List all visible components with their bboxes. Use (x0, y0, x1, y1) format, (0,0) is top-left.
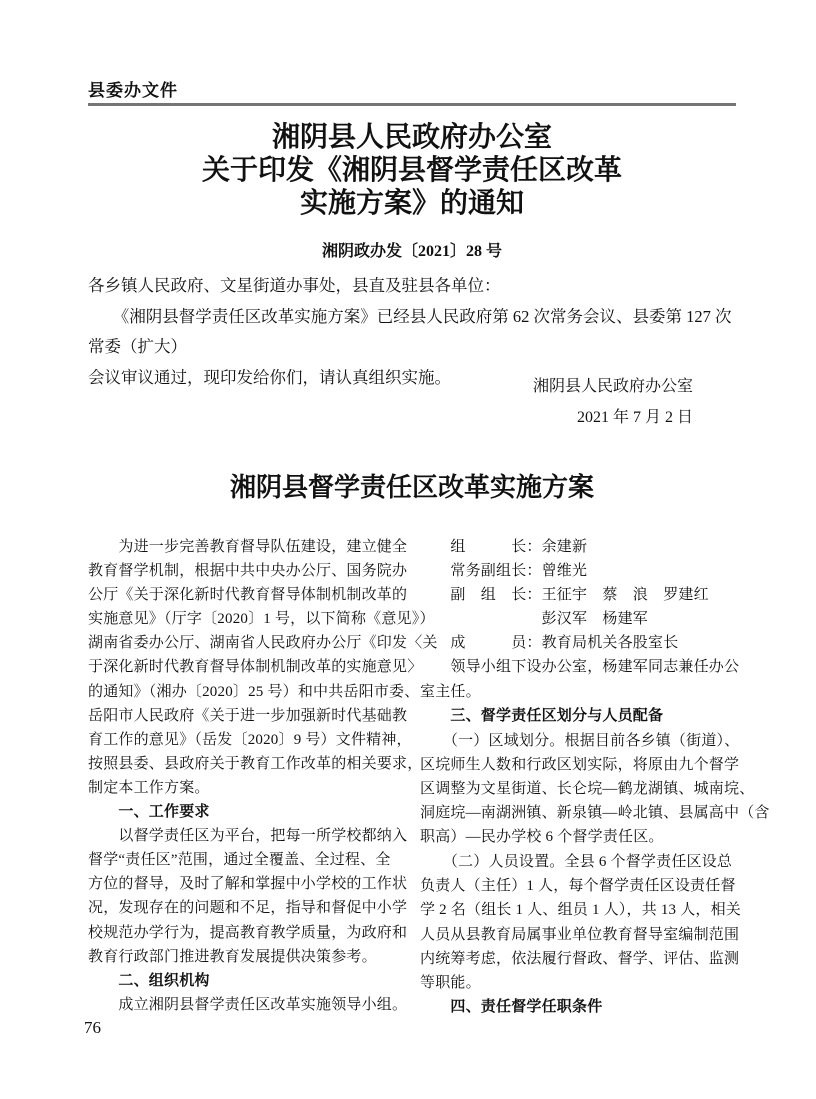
text-line: 常务副组长：曾维光 (420, 563, 588, 580)
text-line: 育工作的意见》（岳发〔2020〕9 号）文件精神， (88, 731, 412, 748)
text-line: 的通知》（湘办〔2020〕25 号）和中共岳阳市委、 (88, 683, 420, 700)
notice-title-line-2: 关于印发《湘阴县督学责任区改革 (201, 155, 622, 186)
notice-title-line-3: 实施方案》的通知 (299, 188, 524, 219)
text-line: 于深化新时代教育督导体制机制改革的实施意见〉 (88, 659, 423, 676)
text-line (420, 728, 740, 753)
notice-title-line-1: 湘阴县人民政府办公室 (271, 122, 552, 153)
text-line: 教育督学机制，根据中共中央办公厅、国务院办 (88, 563, 408, 580)
page-number: 76 (84, 1018, 101, 1037)
text-line: 湖南省委办公厅、湖南省人民政府办公厅《印发〈关 (88, 635, 438, 652)
text-line: 校规范办学行为，提高教育教学质量，为政府和 (88, 924, 408, 941)
text-line: 副 组 长：王征宇 蔡 浪 罗建红 (420, 587, 709, 604)
text-line: 区调整为文星街道、长仑垸—鹤龙湖镇、城南垸、 (420, 780, 755, 797)
item-text: 全县 6 个督学责任区设总 (564, 854, 733, 871)
text-line: 方位的督导，及时了解和掌握中小学校的工作状 (88, 876, 408, 893)
plan-left-column (88, 535, 438, 1019)
text-line: 教育行政部门推进教育发展提供决策参考。 (88, 948, 377, 965)
text-line: 实施意见》（厅字〔2020〕1 号，以下简称《意见》） (88, 611, 435, 628)
text-line: 组 长：余建新 (420, 539, 588, 555)
plan-body-columns (88, 535, 770, 1019)
section-heading: 二、组织机构 (88, 971, 210, 989)
section-heading: 三、督学责任区划分与人员配备 (420, 706, 664, 724)
notice-body-line-1: 《湘阴县督学责任区改革实施方案》已经县人民政府第 62 次常务会议、县委第 127 次常委（扩大） (88, 306, 732, 356)
text-line: 按照县委、县政府关于教育工作改革的相关要求， (88, 755, 423, 772)
document-number: 湘阴政办发〔2021〕28 号 (321, 243, 502, 260)
item-label: （一）区域划分。 (420, 730, 565, 749)
signature-issuer: 湘阴县人民政府办公室 (532, 378, 693, 395)
notice-body-line-2: 会议审议通过，现印发给你们，请认真组织实施。 (88, 367, 451, 387)
document-category-label: 县委办文件 (88, 81, 178, 100)
plan-right-column (420, 535, 770, 1019)
text-line: 洞庭垸—南湖洲镇、新泉镇—岭北镇、县属高中（含 (420, 805, 770, 822)
text-line: 成立湘阴县督学责任区改革实施领导小组。 (88, 996, 408, 1013)
text-line: 公厅《关于深化新时代教育督导体制机制改革的 (88, 587, 408, 604)
text-line: 人员从县教育局属事业单位教育督导室编制范围 (420, 926, 740, 943)
text-line: 为进一步完善教育督导队伍建设，建立健全 (88, 539, 408, 555)
text-line: 区垸师生人数和行政区划实际，将原由九个督学 (420, 756, 740, 773)
header-divider-rule (88, 103, 736, 106)
text-line: 职高）—民办学校 6 个督学责任区。 (420, 829, 664, 846)
text-line: 内统筹考虑，依法履行督政、督学、评估、监测 (420, 950, 740, 967)
text-line: 况，发现存在的问题和不足，指导和督促中小学 (88, 900, 408, 917)
text-line: 督学“责任区”范围，通过全覆盖、全过程、全 (88, 852, 391, 869)
signature-date: 2021 年 7 月 2 日 (576, 409, 693, 426)
section-heading: 四、责任督学任职条件 (420, 997, 603, 1015)
notice-salutation: 各乡镇人民政府、文星街道办事处，县直及驻县各单位： (88, 276, 501, 295)
text-line: 等职能。 (420, 974, 481, 991)
text-line: 领导小组下设办公室，杨建军同志兼任办公 (420, 659, 740, 676)
text-line: 以督学责任区为平台，把每一所学校都纳入 (88, 828, 408, 845)
text-line: 成 员：教育局机关各股室长 (420, 635, 679, 652)
text-line: 岳阳市人民政府《关于进一步加强新时代基础教 (88, 707, 408, 724)
text-line: 室主任。 (420, 683, 481, 700)
text-line: 负责人（主任）1 人，每个督学责任区设责任督 (420, 878, 736, 895)
notice-title (88, 121, 736, 220)
item-label: （二）人员设置。 (420, 852, 565, 871)
signature-block (88, 371, 736, 433)
text-line: 制定本工作方案。 (88, 779, 210, 796)
text-line: 彭汉军 杨建军 (420, 611, 649, 628)
plan-title: 湘阴县督学责任区改革实施方案 (229, 473, 594, 502)
section-heading: 一、工作要求 (88, 803, 210, 821)
item-text: 根据目前各乡镇（街道）、 (564, 732, 740, 749)
text-line (420, 849, 737, 874)
text-line: 学 2 名（组长 1 人、组员 1 人），共 13 人，相关 (420, 902, 742, 919)
